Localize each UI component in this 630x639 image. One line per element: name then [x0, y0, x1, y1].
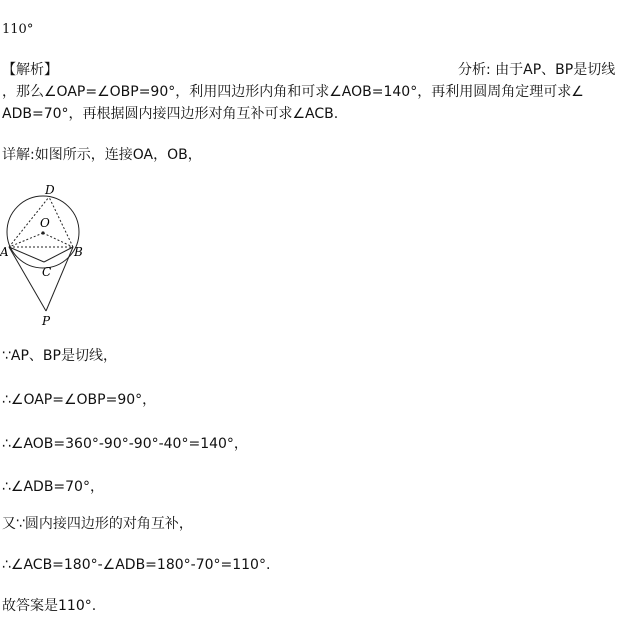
center-point	[41, 231, 44, 234]
step-5: 又∵圆内接四边形的对角互补，	[2, 516, 193, 532]
label-o: O	[40, 216, 50, 230]
final-answer: 故答案是110°.	[2, 598, 97, 614]
chord-bd	[49, 197, 73, 247]
step-1: ∵AP、BP是切线，	[2, 348, 117, 364]
label-p: P	[42, 314, 51, 328]
step-2: ∴∠OAP=∠OBP=90°，	[2, 392, 157, 408]
label-d: D	[45, 183, 55, 197]
chord-ac	[9, 247, 44, 262]
label-c: C	[42, 265, 52, 279]
radius-ob	[43, 233, 73, 247]
analysis-line-1: 分析: 由于AP、BP是切线	[458, 62, 616, 78]
step-3: ∴∠AOB=360°-90°-90°-40°=140°，	[2, 436, 248, 452]
step-6: ∴∠ACB=180°-∠ADB=180°-70°=110°.	[2, 557, 271, 573]
step-4: ∴∠ADB=70°，	[2, 479, 104, 495]
geometry-figure	[0, 180, 100, 330]
analysis-line-2: ，那么∠OAP=∠OBP=90°，利用四边形内角和可求∠AOB=140°，再利用圆周角定理可求∠	[2, 84, 584, 100]
label-a: A	[0, 245, 9, 259]
answer-top: 110°	[2, 22, 34, 37]
detail-intro: 详解:如图所示，连接OA，OB，	[2, 147, 202, 163]
tangent-bp	[46, 247, 73, 311]
analysis-line-3: ADB=70°，再根据圆内接四边形对角互补可求∠ACB.	[2, 106, 339, 122]
chord-bc	[44, 247, 73, 262]
tangent-ap	[9, 247, 46, 311]
analysis-label: 【解析】	[2, 62, 58, 78]
label-b: B	[74, 245, 83, 259]
